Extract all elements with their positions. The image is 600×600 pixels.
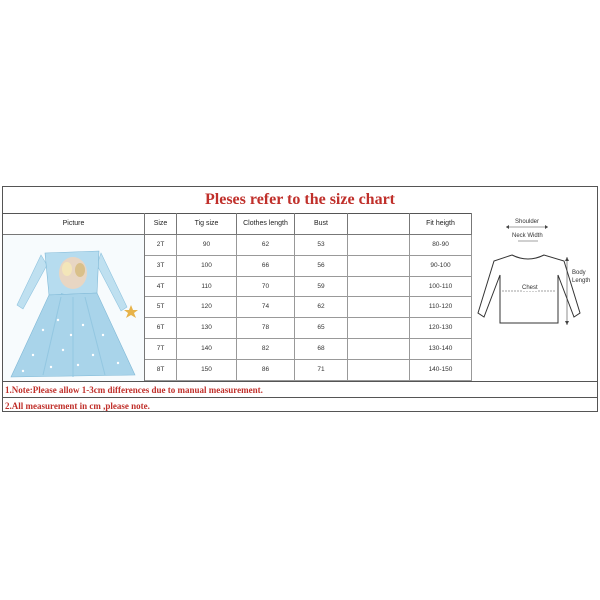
blank-cell — [348, 360, 410, 381]
header-size: Size — [145, 213, 177, 235]
chart-title: Pleses refer to the size chart — [3, 187, 597, 214]
size-cell: 2T — [145, 235, 177, 256]
header-fit-height: Fit heigth — [410, 213, 472, 235]
clothes-length-cell: 62 — [237, 235, 295, 256]
blank-cell — [348, 235, 410, 256]
tag-size-cell: 130 — [177, 318, 237, 339]
shoulder-label: Shoulder — [515, 219, 540, 225]
clothes-length-cell: 82 — [237, 339, 295, 360]
clothes-length-cell: 86 — [237, 360, 295, 381]
chest-label: Chest — [522, 285, 538, 291]
bust-cell: 62 — [295, 297, 348, 318]
bust-cell: 59 — [295, 277, 348, 298]
neck-width-label: Neck Width — [512, 233, 543, 239]
clothes-length-cell: 74 — [237, 297, 295, 318]
dress-picture — [3, 235, 145, 381]
note-1: 1.Note:Please allow 1-3cm differences due to manual measurement. — [3, 381, 597, 397]
fit-height-cell: 140-150 — [410, 360, 472, 381]
blank-cell — [348, 256, 410, 277]
fit-height-cell: 80-90 — [410, 235, 472, 256]
size-cell: 6T — [145, 318, 177, 339]
dress-image — [3, 235, 145, 381]
size-chart-table — [2, 186, 598, 412]
clothes-length-cell: 78 — [237, 318, 295, 339]
note-2: 2.All measurement in cm ,please note. — [3, 397, 597, 413]
size-cell: 8T — [145, 360, 177, 381]
measurement-diagram — [472, 213, 597, 381]
fit-height-cell: 120-130 — [410, 318, 472, 339]
header-blank — [348, 213, 410, 235]
blank-cell — [348, 277, 410, 298]
fit-height-cell: 130-140 — [410, 339, 472, 360]
tag-size-cell: 90 — [177, 235, 237, 256]
tag-size-cell: 150 — [177, 360, 237, 381]
bust-cell: 53 — [295, 235, 348, 256]
header-clothes-length: Clothes length — [237, 213, 295, 235]
tag-size-cell: 140 — [177, 339, 237, 360]
tag-size-cell: 110 — [177, 277, 237, 298]
blank-cell — [348, 339, 410, 360]
fit-height-cell: 100-110 — [410, 277, 472, 298]
size-cell: 7T — [145, 339, 177, 360]
clothes-length-cell: 66 — [237, 256, 295, 277]
tag-size-cell: 100 — [177, 256, 237, 277]
fit-height-cell: 110-120 — [410, 297, 472, 318]
fit-height-cell: 90-100 — [410, 256, 472, 277]
bust-cell: 56 — [295, 256, 348, 277]
bust-cell: 71 — [295, 360, 348, 381]
blank-cell — [348, 297, 410, 318]
header-tag-size: Tig size — [177, 213, 237, 235]
blank-cell — [348, 318, 410, 339]
header-picture: Picture — [3, 213, 145, 235]
size-cell: 3T — [145, 256, 177, 277]
size-cell: 4T — [145, 277, 177, 298]
bust-cell: 65 — [295, 318, 348, 339]
clothes-length-cell: 70 — [237, 277, 295, 298]
size-cell: 5T — [145, 297, 177, 318]
bust-cell: 68 — [295, 339, 348, 360]
tag-size-cell: 120 — [177, 297, 237, 318]
header-bust: Bust — [295, 213, 348, 235]
body-length-label: Body Length — [572, 270, 591, 284]
